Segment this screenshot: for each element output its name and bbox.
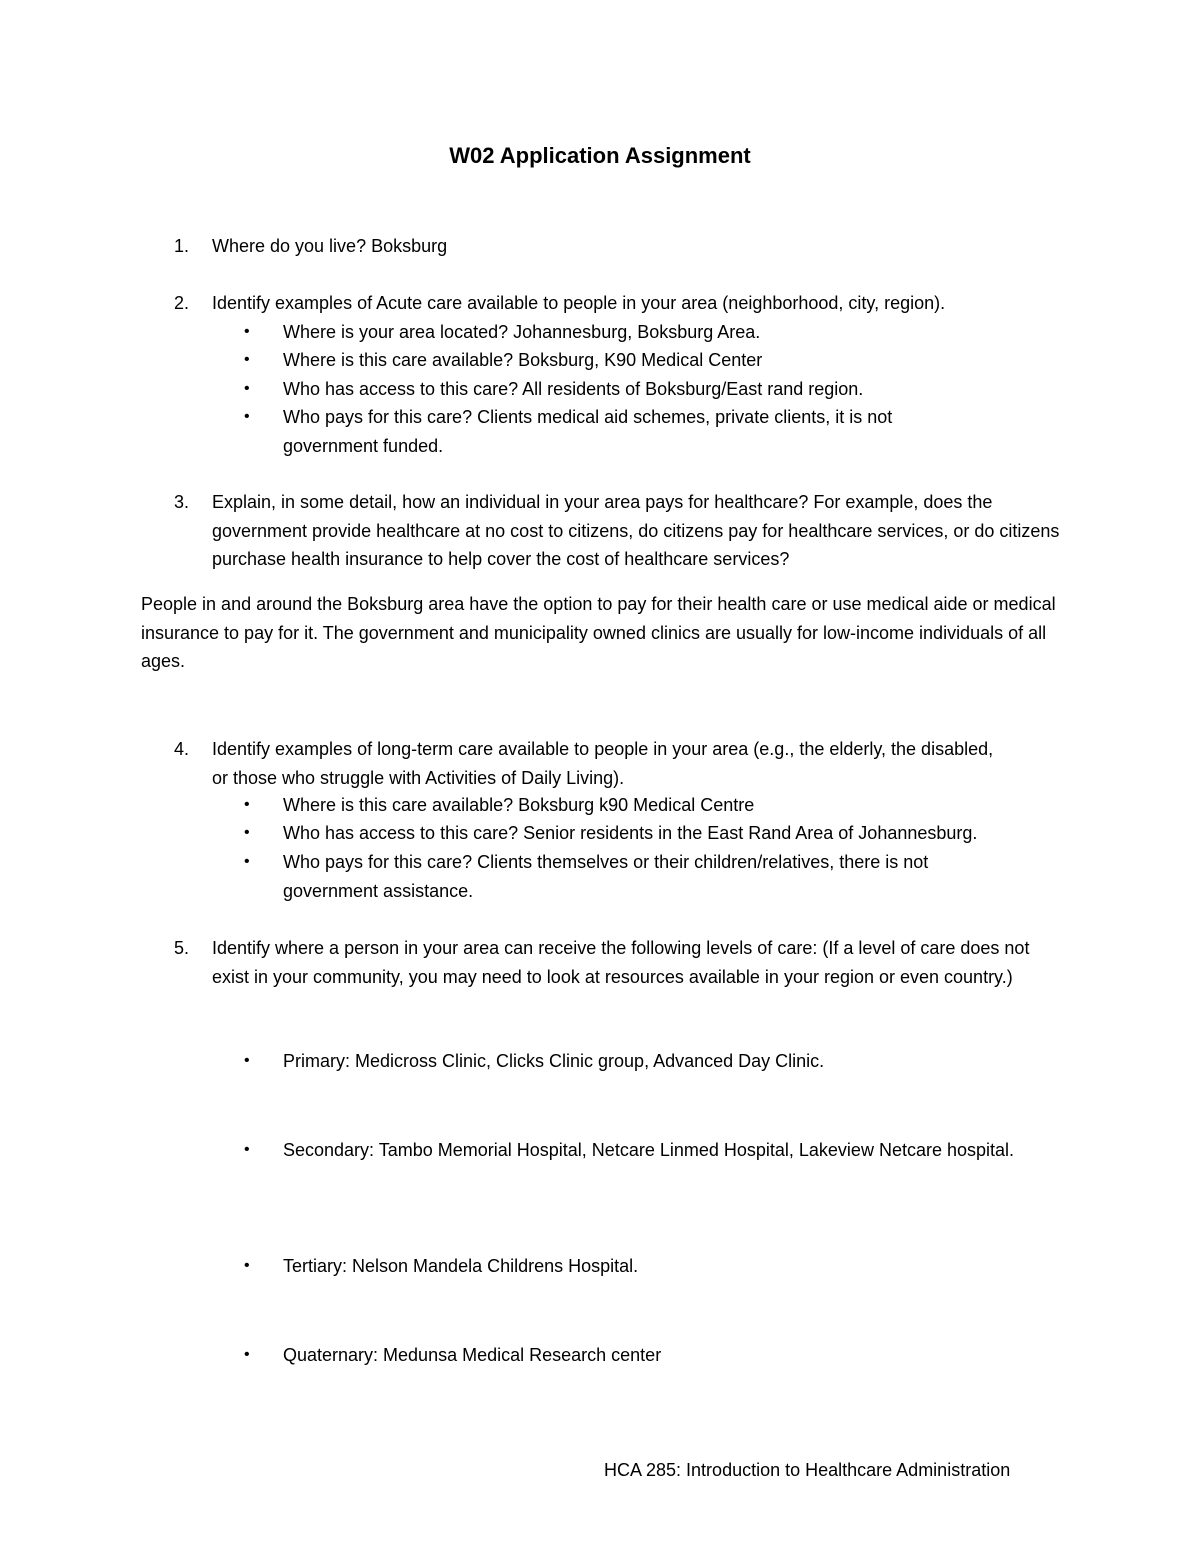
- bullet-icon: •: [244, 853, 250, 870]
- question-2-bullet: Where is your area located? Johannesburg, Boksburg Area.: [283, 322, 761, 342]
- question-4-bullet: Who pays for this care? Clients themselves or their children/relatives, there is not government assistance.: [283, 852, 929, 901]
- question-5-text: Identify where a person in your area can receive the following levels of care: (If a level of care does not exist in your community, you may need to look at resources available in your region or even country.): [212, 938, 1030, 987]
- question-3-answer: People in and around the Boksburg area have the option to pay for their health care or use medical aide or medical insurance to pay for it. The government and municipality owned clinics are usually for low-income individuals of all ages.: [141, 594, 1056, 671]
- bullet-icon: •: [244, 796, 250, 813]
- level-of-care-quaternary: Quaternary: Medunsa Medical Research center: [283, 1345, 662, 1365]
- question-5-number: 5.: [174, 938, 190, 958]
- question-3-number: 3.: [174, 492, 190, 512]
- question-2-bullet: Who pays for this care? Clients medical aid schemes, private clients, it is not government funded.: [283, 407, 893, 456]
- question-3-text: Explain, in some detail, how an individual in your area pays for healthcare? For example, does the government provide healthcare at no cost to citizens, do citizens pay for healthcare services, or do citizens purchase health insurance to help cover the cost of healthcare services?: [212, 492, 1060, 569]
- bullet-icon: •: [244, 1141, 250, 1158]
- question-4-bullet: Who has access to this care? Senior residents in the East Rand Area of Johannesburg.: [283, 823, 978, 843]
- bullet-icon: •: [244, 323, 250, 340]
- bullet-icon: •: [244, 1052, 250, 1069]
- question-1-number: 1.: [174, 236, 190, 256]
- level-of-care-tertiary: Tertiary: Nelson Mandela Childrens Hospital.: [283, 1256, 639, 1276]
- bullet-icon: •: [244, 1257, 250, 1274]
- bullet-icon: •: [244, 351, 250, 368]
- question-1-text: Where do you live? Boksburg: [212, 236, 448, 256]
- level-of-care-primary: Primary: Medicross Clinic, Clicks Clinic group, Advanced Day Clinic.: [283, 1051, 825, 1071]
- question-4-bullet: Where is this care available? Boksburg k90 Medical Centre: [283, 795, 755, 815]
- question-4-number: 4.: [174, 739, 190, 759]
- page-footer: HCA 285: Introduction to Healthcare Administration: [604, 1460, 1011, 1480]
- bullet-icon: •: [244, 824, 250, 841]
- question-4-text: Identify examples of long-term care available to people in your area (e.g., the elderly, the disabled, or those who struggle with Activities of Daily Living).: [212, 739, 994, 788]
- bullet-icon: •: [244, 408, 250, 425]
- question-2-number: 2.: [174, 293, 190, 313]
- level-of-care-secondary: Secondary: Tambo Memorial Hospital, Netcare Linmed Hospital, Lakeview Netcare hospital.: [283, 1140, 1015, 1160]
- question-2-bullet: Where is this care available? Boksburg, K90 Medical Center: [283, 350, 763, 370]
- bullet-icon: •: [244, 380, 250, 397]
- page-title: W02 Application Assignment: [449, 143, 751, 168]
- question-2-text: Identify examples of Acute care available to people in your area (neighborhood, city, region).: [212, 293, 946, 313]
- bullet-icon: •: [244, 1346, 250, 1363]
- question-2-bullet: Who has access to this care? All residents of Boksburg/East rand region.: [283, 379, 864, 399]
